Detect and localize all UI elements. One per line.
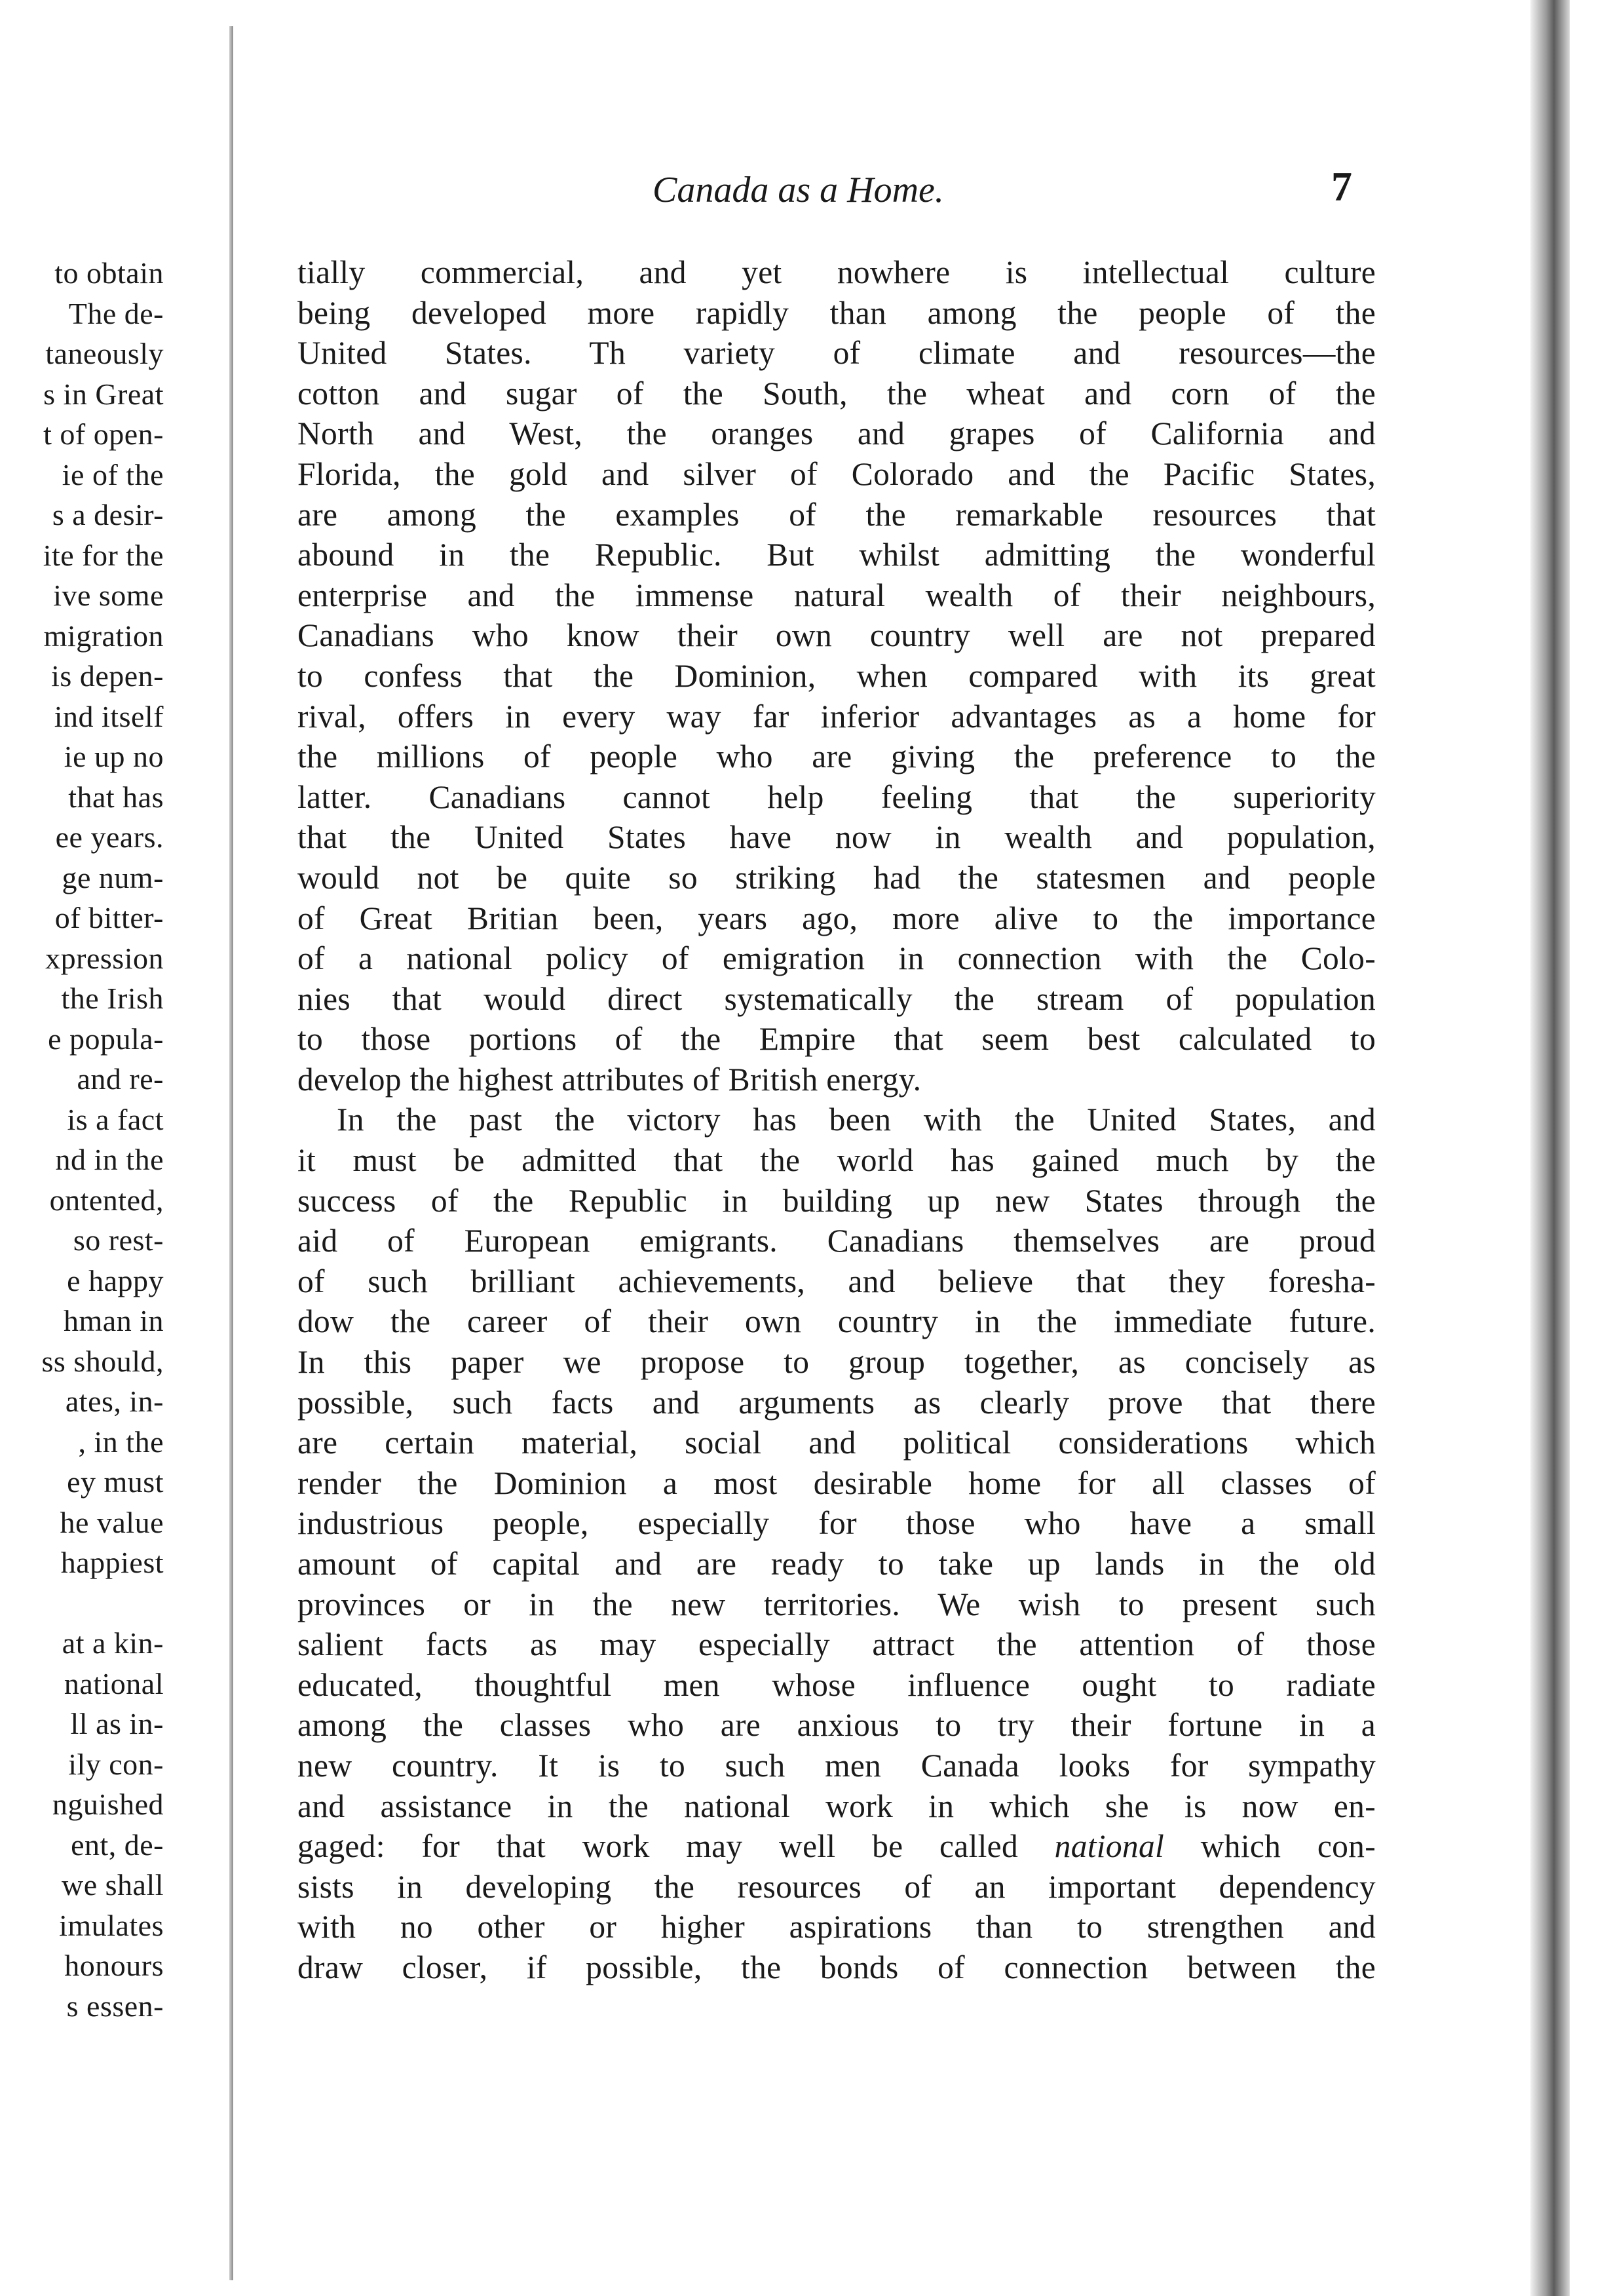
text-line: abound in the Republic. But whilst admitting the wonderful (297, 537, 1376, 573)
text-line: rival, offers in every way far inferior advantages as a home for (297, 698, 1376, 735)
previous-page-line: taneously (45, 337, 164, 370)
previous-page-line: hman in (64, 1304, 164, 1337)
previous-page-line: imulates (59, 1908, 164, 1942)
previous-page-line: he value (60, 1505, 164, 1539)
text-line: with no other or higher aspirations than to strengthen and (297, 1909, 1376, 1945)
text-line: develop the highest attributes of British energy. (297, 1061, 922, 1098)
text-line: the millions of people who are giving the preference to the (297, 738, 1376, 775)
text-line: tially commercial, and yet nowhere is intellectual culture (297, 254, 1376, 290)
text-line: enterprise and the immense natural wealth of their neighbours, (297, 577, 1376, 613)
previous-page-line: ey must (67, 1465, 164, 1499)
text-line: aid of European emigrants. Canadians themselves are proud (297, 1223, 1376, 1259)
text-line: possible, such facts and arguments as clearly prove that there (297, 1384, 1376, 1421)
italic-word: national (1054, 1828, 1165, 1865)
previous-page-line: s a desir- (52, 498, 164, 531)
previous-page-line: ll as in- (70, 1707, 164, 1740)
previous-page-line: of bitter- (54, 901, 164, 934)
previous-page-line: s essen- (66, 1989, 164, 2023)
previous-page-line (0, 1583, 164, 1624)
text-line: are among the examples of the remarkable resources that (297, 496, 1376, 533)
text-line: Florida, the gold and silver of Colorado and the Pacific States, (297, 455, 1376, 492)
text-segment: gaged: for that work may well be called (297, 1828, 1019, 1865)
running-title: Canada as a Home. (653, 170, 944, 210)
previous-page-line: ite for the (43, 538, 164, 572)
previous-page-line: nguished (52, 1788, 164, 1821)
previous-page-line: ily con- (68, 1747, 164, 1781)
text-line: it must be admitted that the world has gained much by the (297, 1142, 1376, 1179)
previous-page-line: ind itself (54, 699, 164, 733)
previous-page-line: ive some (53, 579, 164, 612)
text-line: success of the Republic in building up new States through the (297, 1182, 1376, 1219)
text-line: of Great Britian been, years ago, more alive to the importance (297, 900, 1376, 936)
previous-page-line: and re- (77, 1062, 164, 1096)
text-line: nies that would direct systematically the stream of population (297, 980, 1376, 1017)
text-line: would not be quite so striking had the statesmen and people (297, 859, 1376, 896)
paragraph-start-line: In the past the victory has been with the United States, and (337, 1101, 1376, 1138)
previous-page-line: national (64, 1666, 164, 1700)
previous-page-line: at a kin- (62, 1626, 164, 1660)
previous-page-line: ent, de- (71, 1827, 164, 1862)
previous-page-line: ss should, (41, 1344, 164, 1378)
previous-page-line: happiest (60, 1546, 164, 1579)
previous-page-line: ie up no (64, 740, 164, 773)
text-line: Canadians who know their own country well are not prepared (297, 617, 1376, 654)
previous-page-line: honours (64, 1949, 164, 1982)
page (233, 0, 1570, 2296)
text-line: latter. Canadians cannot help feeling that the superiority (297, 778, 1376, 815)
previous-page-line: is a fact (67, 1102, 164, 1136)
text-line: to confess that the Dominion, when compared with its great (297, 657, 1376, 694)
page-number: 7 (1331, 163, 1352, 210)
text-line: draw closer, if possible, the bonds of connection between the (297, 1949, 1376, 1985)
previous-page-line: ge num- (62, 860, 164, 894)
text-line: cotton and sugar of the South, the wheat and corn of the (297, 375, 1376, 411)
text-line: amount of capital and are ready to take up lands in the old (297, 1546, 1376, 1582)
text-line: of a national policy of emigration in connection with the Colo- (297, 940, 1376, 977)
text-line: render the Dominion a most desirable home for all classes of (297, 1464, 1376, 1501)
previous-page-line: we shall (61, 1868, 164, 1902)
body-text (297, 252, 1376, 1988)
text-line: that the United States have now in wealth and population, (297, 819, 1376, 856)
text-line: dow the career of their own country in the immediate future. (297, 1303, 1376, 1340)
previous-page-fragment (0, 0, 233, 2296)
text-segment: which con- (1200, 1828, 1376, 1865)
previous-page-line: xpression (45, 941, 164, 975)
previous-page-line: t of open- (43, 417, 164, 451)
previous-page-line: s in Great (43, 377, 164, 411)
text-line: North and West, the oranges and grapes of California and (297, 415, 1376, 452)
previous-page-line: so rest- (73, 1223, 164, 1257)
previous-page-line: ontented, (49, 1183, 164, 1217)
previous-page-line: to obtain (54, 256, 164, 290)
text-line: among the classes who are anxious to try their fortune in a (297, 1707, 1376, 1744)
text-line: educated, thoughtful men whose influence ought to radiate (297, 1666, 1376, 1703)
previous-page-line: the Irish (61, 982, 164, 1015)
text-line: provinces or in the new territories. We wish to present such (297, 1586, 1376, 1622)
previous-page-line: nd in the (55, 1143, 164, 1176)
previous-page-text (0, 253, 164, 2026)
text-line: to those portions of the Empire that seem best calculated to (297, 1021, 1376, 1058)
previous-page-line: ee years. (55, 820, 164, 854)
text-line: are certain material, social and political considerations which (297, 1425, 1376, 1461)
previous-page-line: ates, in- (65, 1385, 164, 1418)
text-line: and assistance in the national work in which she is now en- (297, 1788, 1376, 1824)
previous-page-line: The de- (68, 296, 164, 330)
text-line: salient facts as may especially attract the attention of those (297, 1626, 1376, 1663)
text-line: being developed more rapidly than among the people of the (297, 294, 1376, 331)
previous-page-line: migration (43, 619, 164, 653)
previous-page-line: is depen- (51, 659, 164, 693)
text-line: In this paper we propose to group together, as concisely as (297, 1344, 1376, 1381)
previous-page-line: that has (68, 780, 164, 814)
previous-page-line: e happy (67, 1263, 164, 1297)
text-line: of such brilliant achievements, and believe that they foresha- (297, 1263, 1376, 1299)
text-line: United States. Th variety of climate and resources—the (297, 335, 1376, 372)
text-line: new country. It is to such men Canada looks for sympathy (297, 1747, 1376, 1784)
previous-page-line: e popula- (48, 1022, 164, 1056)
previous-page-line: ie of the (62, 457, 164, 491)
text-line-with-italic (297, 1826, 1376, 1867)
text-line: sists in developing the resources of an important dependency (297, 1868, 1376, 1905)
page-edge-shadow (1530, 0, 1570, 2296)
text-line: industrious people, especially for those who have a small (297, 1505, 1376, 1542)
previous-page-line: , in the (78, 1425, 164, 1459)
